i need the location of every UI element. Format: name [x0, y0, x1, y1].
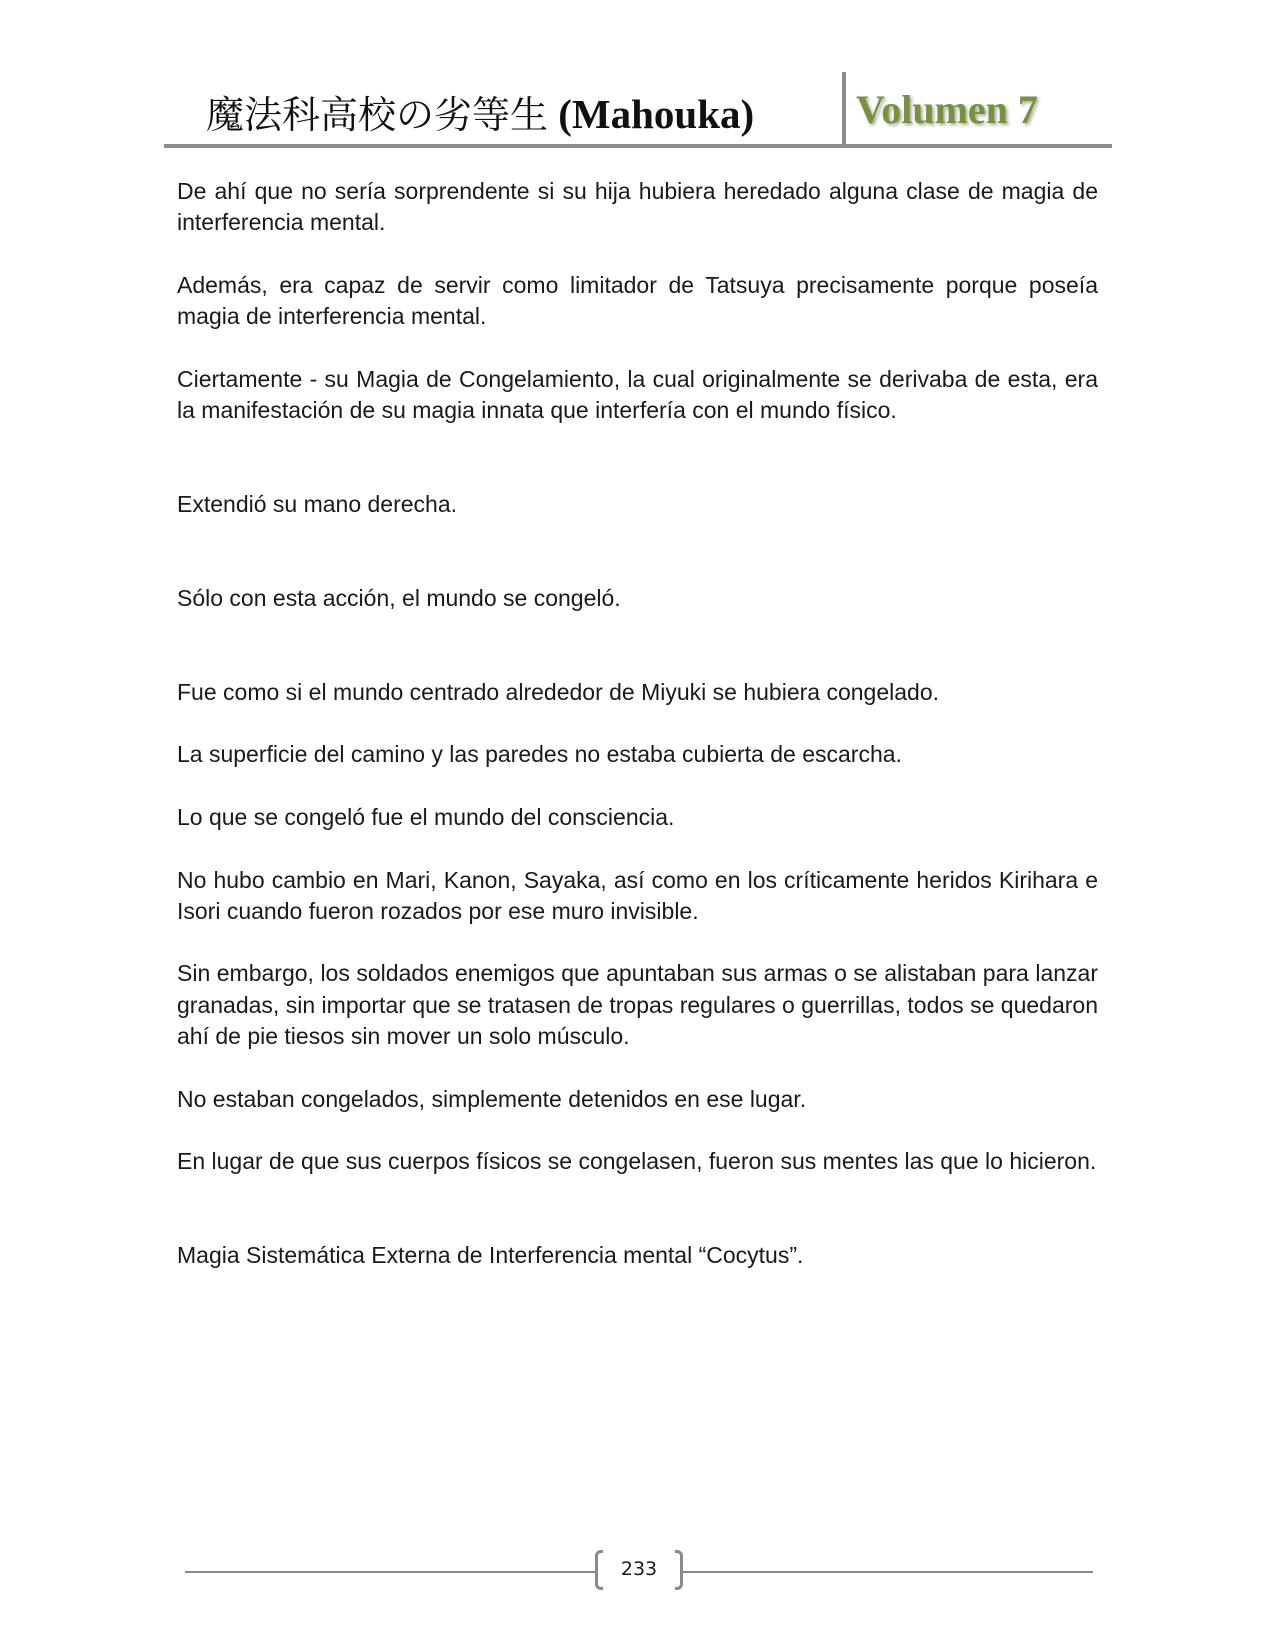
book-title-japanese: 魔法科高校の劣等生: [206, 93, 549, 137]
left-bracket-icon: [595, 1550, 603, 1590]
page-number: 233: [620, 1558, 658, 1580]
paragraph: Sólo con esta acción, el mundo se congeló.: [177, 584, 621, 611]
paragraph: Además, era capaz de servir como limitador de Tatsuya precisamente porque poseía magia de interferencia mental.: [177, 271, 1098, 330]
volume-label: Volumen 7: [856, 87, 1038, 132]
header-rule: [164, 144, 1112, 148]
paragraph: Lo que se congeló fue el mundo del consciencia.: [177, 803, 675, 830]
paragraph: No estaban congelados, simplemente detenidos en ese lugar.: [177, 1085, 807, 1112]
paragraph: Sin embargo, los soldados enemigos que apuntaban sus armas o se alistaban para lanzar granadas, sin importar que se tratasen de tropas regulares o guerrillas, todos se quedaron ahí de pie tiesos sin mover un solo músculo.: [177, 960, 1098, 1050]
page-footer: [185, 1548, 1093, 1596]
page-body: [177, 176, 1098, 1303]
header-divider: [842, 72, 846, 146]
paragraph: No hubo cambio en Mari, Kanon, Sayaka, así como en los críticamente heridos Kirihara e Isori cuando fueron rozados por ese muro invisible.: [177, 866, 1098, 924]
paragraph: La superficie del camino y las paredes no estaba cubierta de escarcha.: [177, 741, 902, 768]
paragraph: En lugar de que sus cuerpos físicos se congelasen, fueron sus mentes las que lo hicieron.: [177, 1148, 1097, 1175]
footer-rule-right: [683, 1571, 1093, 1573]
right-bracket-icon: [675, 1550, 683, 1590]
book-title: [206, 84, 754, 139]
book-title-latin: (Mahouka): [558, 91, 755, 137]
paragraph: Magia Sistemática Externa de Interferencia mental “Cocytus”.: [177, 1242, 804, 1269]
paragraph: Fue como si el mundo centrado alrededor de Miyuki se hubiera congelado.: [177, 678, 939, 705]
footer-rule-left: [185, 1571, 595, 1573]
paragraph: Ciertamente - su Magia de Congelamiento, la cual originalmente se derivaba de esta, era la manifestación de su magia innata que interfería con el mundo físico.: [177, 365, 1098, 424]
paragraph: Extendió su mano derecha.: [177, 490, 458, 517]
paragraph: De ahí que no sería sorprendente si su hija hubiera heredado alguna clase de magia de interferencia mental.: [177, 178, 1098, 236]
page-header: [164, 72, 1112, 150]
